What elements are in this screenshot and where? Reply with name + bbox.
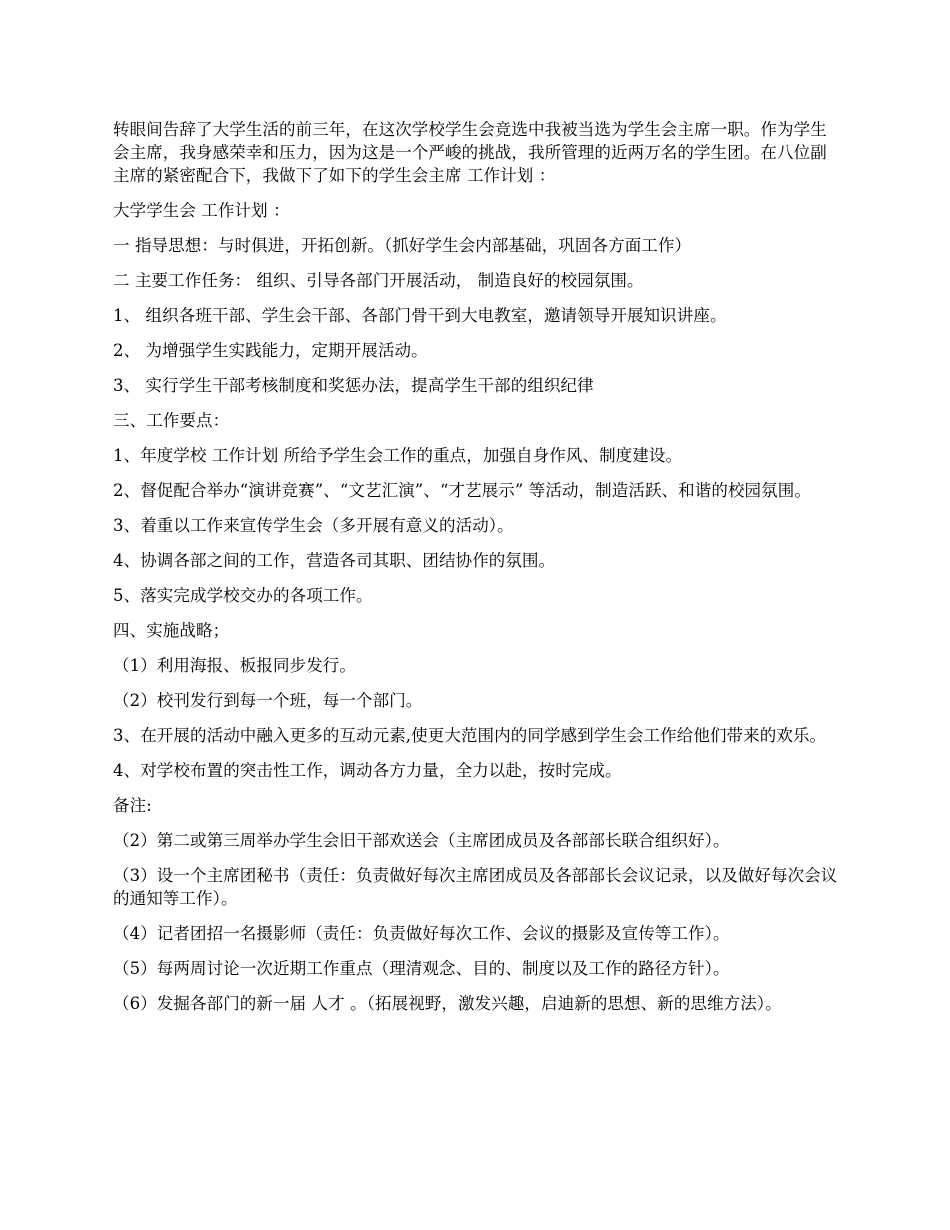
key-point-1: 1、年度学校 工作计划 所给予学生会工作的重点，加强自身作风、制度建设。 — [113, 446, 683, 465]
strategy-item-2: （2）校刊发行到每一个班，每一个部门。 — [113, 691, 423, 710]
key-point-4: 4、协调各部之间的工作，营造各司其职、团结协作的氛围。 — [113, 551, 556, 570]
strategy-item-3: 3、在开展的活动中融入更多的互动元素,使更大范围内的同学感到学生会工作给他们带来的欢乐。 — [113, 726, 827, 745]
task-item-1: 1、 组织各班干部、学生会干部、各部门骨干到大电教室，邀请领导开展知识讲座。 — [113, 306, 727, 325]
note-item-6: （6）发掘各部门的新一届 人才 。（拓展视野，激发兴趣，启迪新的思想、新的思维方法）。 — [113, 994, 782, 1013]
key-points-heading: 三、工作要点： — [113, 411, 230, 430]
document-body — [113, 118, 843, 1027]
task-item-2: 2、 为增强学生实践能力，定期开展活动。 — [113, 341, 428, 360]
strategy-heading: 四、实施战略； — [113, 621, 230, 640]
task-item-3: 3、 实行学生干部考核制度和奖惩办法，提高学生干部的组织纪律 — [113, 376, 594, 395]
note-item-3: （3）设一个主席团秘书（责任：负责做好每次主席团成员及各部部长会议记录，以及做好每次会议的通知等工作）。 — [113, 866, 838, 908]
note-item-4: （4）记者团招一名摄影师（责任：负责做好每次工作、会议的摄影及宣传等工作）。 — [113, 924, 730, 943]
strategy-item-1: （1）利用海报、板报同步发行。 — [113, 656, 356, 675]
notes-heading: 备注: — [113, 796, 152, 815]
note-item-5: （5）每两周讨论一次近期工作重点（理清观念、目的、制度以及工作的路径方针）。 — [113, 959, 730, 978]
main-tasks-heading: 二 主要工作任务： 组织、引导各部门开展活动， 制造良好的校园氛围。 — [113, 271, 644, 290]
strategy-item-4: 4、对学校布置的突击性工作，调动各方力量，全力以赴，按时完成。 — [113, 761, 622, 780]
intro-paragraph: 转眼间告辞了大学生活的前三年，在这次学校学生会竞选中我被当选为学生会主席一职。作为学生会主席，我身感荣幸和压力，因为这是一个严峻的挑战，我所管理的近两万名的学生团。在八位副主席的紧密配合下，我做下了如下的学生会主席 工作计划 ： — [113, 120, 827, 185]
key-point-3: 3、着重以工作来宣传学生会（多开展有意义的活动）。 — [113, 516, 514, 535]
key-point-5: 5、落实完成学校交办的各项工作。 — [113, 586, 373, 605]
note-item-2: （2）第二或第三周举办学生会旧干部欢送会（主席团成员及各部部长联合组织好）。 — [113, 831, 730, 850]
key-point-2: 2、督促配合举办“演讲竞赛”、“文艺汇演”、“才艺展示” 等活动，制造活跃、和谐的校园氛围。 — [113, 481, 811, 500]
guiding-principle: 一 指导思想：与时俱进，开拓创新。（抓好学生会内部基础，巩固各方面工作） — [113, 236, 692, 255]
plan-heading: 大学学生会 工作计划 ： — [113, 201, 290, 220]
